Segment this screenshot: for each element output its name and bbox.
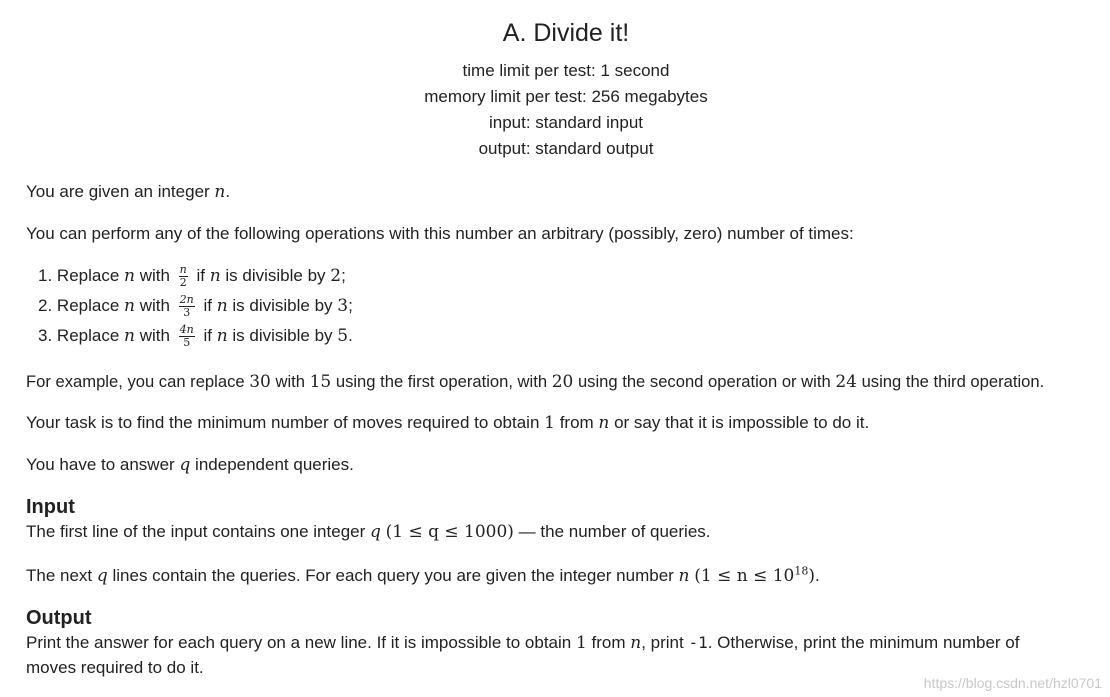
op-number: 2. — [38, 296, 53, 315]
task-text: Your task is to find the minimum number of moves required to obtain — [26, 413, 545, 432]
frac-numerator: 2n — [179, 293, 194, 307]
output-line-1 — [26, 631, 1019, 655]
operation-item — [38, 294, 353, 319]
math-var: n — [209, 266, 221, 286]
input-section-title: Input — [26, 496, 75, 518]
statement-task — [26, 411, 869, 435]
intro-end: . — [225, 182, 231, 201]
math-var: n — [678, 566, 690, 586]
input-line-2 — [26, 564, 820, 588]
queries-text: independent queries. — [190, 455, 354, 474]
frac-numerator: 4n — [179, 323, 194, 337]
output-text: from — [586, 633, 631, 652]
math-var: n — [214, 182, 226, 202]
math-var: n — [216, 326, 228, 346]
math-var: n — [216, 296, 228, 316]
example-text: with — [270, 372, 310, 391]
math-number: 20 — [551, 372, 574, 392]
intro-text: You are given an integer — [26, 182, 215, 201]
frac-denominator: 3 — [183, 306, 191, 320]
math-number: 2 — [330, 266, 342, 286]
op-text: is divisible by — [227, 326, 338, 345]
input-text: . — [815, 566, 820, 585]
statement-operations-intro: You can perform any of the following operations with this number an arbitrary (possibly, zero) number of times: — [26, 224, 854, 243]
problem-title: A. Divide it! — [502, 19, 630, 47]
task-text: or say that it is impossible to do it. — [609, 413, 870, 432]
op-number: 3. — [38, 326, 53, 345]
math-var: q — [179, 455, 191, 475]
fraction — [179, 324, 195, 349]
input-text: — the number of queries. — [513, 522, 711, 541]
op-text: is divisible by — [227, 296, 338, 315]
watermark-text: https://blog.csdn.net/hzl0701 — [923, 675, 1102, 691]
op-text: with — [134, 296, 175, 315]
statement-queries — [26, 453, 354, 477]
math-var: n — [630, 633, 642, 653]
output-text: . Otherwise, print the minimum number of — [707, 633, 1020, 652]
op-text: Replace — [56, 326, 125, 345]
op-end: . — [348, 326, 353, 345]
example-text: using the second operation or with — [573, 372, 836, 391]
op-text: is divisible by — [220, 266, 331, 285]
output-section-title: Output — [26, 607, 92, 629]
math-number: 24 — [835, 372, 857, 392]
math-number: 15 — [309, 372, 332, 392]
output-text: Print the answer for each query on a new line. If it is impossible to obtain — [26, 633, 576, 652]
op-text: if — [191, 266, 210, 285]
math-number: 5 — [337, 326, 349, 346]
op-text: with — [134, 326, 175, 345]
operation-item — [38, 324, 353, 349]
output-text: , print — [641, 633, 689, 652]
code-value: -1 — [688, 633, 708, 652]
memory-limit: memory limit per test: 256 megabytes — [424, 87, 708, 106]
math-var: n — [124, 266, 135, 286]
operation-item — [38, 264, 346, 289]
queries-text: You have to answer — [26, 455, 180, 474]
op-text: with — [134, 266, 175, 285]
output-line-2: moves required to do it. — [26, 658, 204, 677]
math-var: q — [96, 566, 108, 586]
example-text: using the third operation. — [856, 372, 1045, 391]
time-limit: time limit per test: 1 second — [462, 61, 670, 80]
op-end: ; — [341, 266, 346, 285]
frac-denominator: 5 — [183, 336, 191, 350]
math-var: n — [124, 296, 135, 316]
example-text: For example, you can replace — [26, 372, 250, 391]
input-text: The next — [26, 566, 97, 585]
output-spec: output: standard output — [478, 139, 654, 158]
frac-denominator: 2 — [179, 276, 187, 290]
input-line-1 — [26, 520, 711, 544]
op-text: Replace — [56, 266, 125, 285]
task-text: from — [554, 413, 599, 432]
math-exponent: 18 — [794, 564, 809, 578]
fraction — [179, 264, 188, 289]
math-constraint: (1 ≤ q ≤ 1000) — [385, 522, 514, 542]
op-text: Replace — [56, 296, 125, 315]
example-text: using the first operation, with — [331, 372, 552, 391]
math-number: 3 — [337, 296, 349, 316]
fraction — [179, 294, 195, 319]
math-constraint: (1 ≤ n ≤ 10 — [694, 566, 795, 586]
math-paren: ) — [808, 566, 816, 586]
math-number: 30 — [249, 372, 271, 392]
statement-intro — [26, 180, 230, 204]
math-var: n — [598, 413, 610, 433]
math-number: 1 — [544, 413, 555, 433]
statement-example — [26, 370, 1044, 394]
input-text: lines contain the queries. For each query you are given the integer number — [107, 566, 679, 585]
op-number: 1. — [38, 266, 53, 285]
op-text: if — [198, 296, 217, 315]
math-var: n — [124, 326, 135, 346]
op-text: if — [198, 326, 217, 345]
frac-numerator: n — [179, 263, 187, 277]
input-text: The first line of the input contains one integer — [26, 522, 370, 541]
op-end: ; — [348, 296, 353, 315]
input-spec: input: standard input — [488, 113, 644, 132]
math-var: q — [369, 522, 381, 542]
math-number: 1 — [575, 633, 587, 653]
